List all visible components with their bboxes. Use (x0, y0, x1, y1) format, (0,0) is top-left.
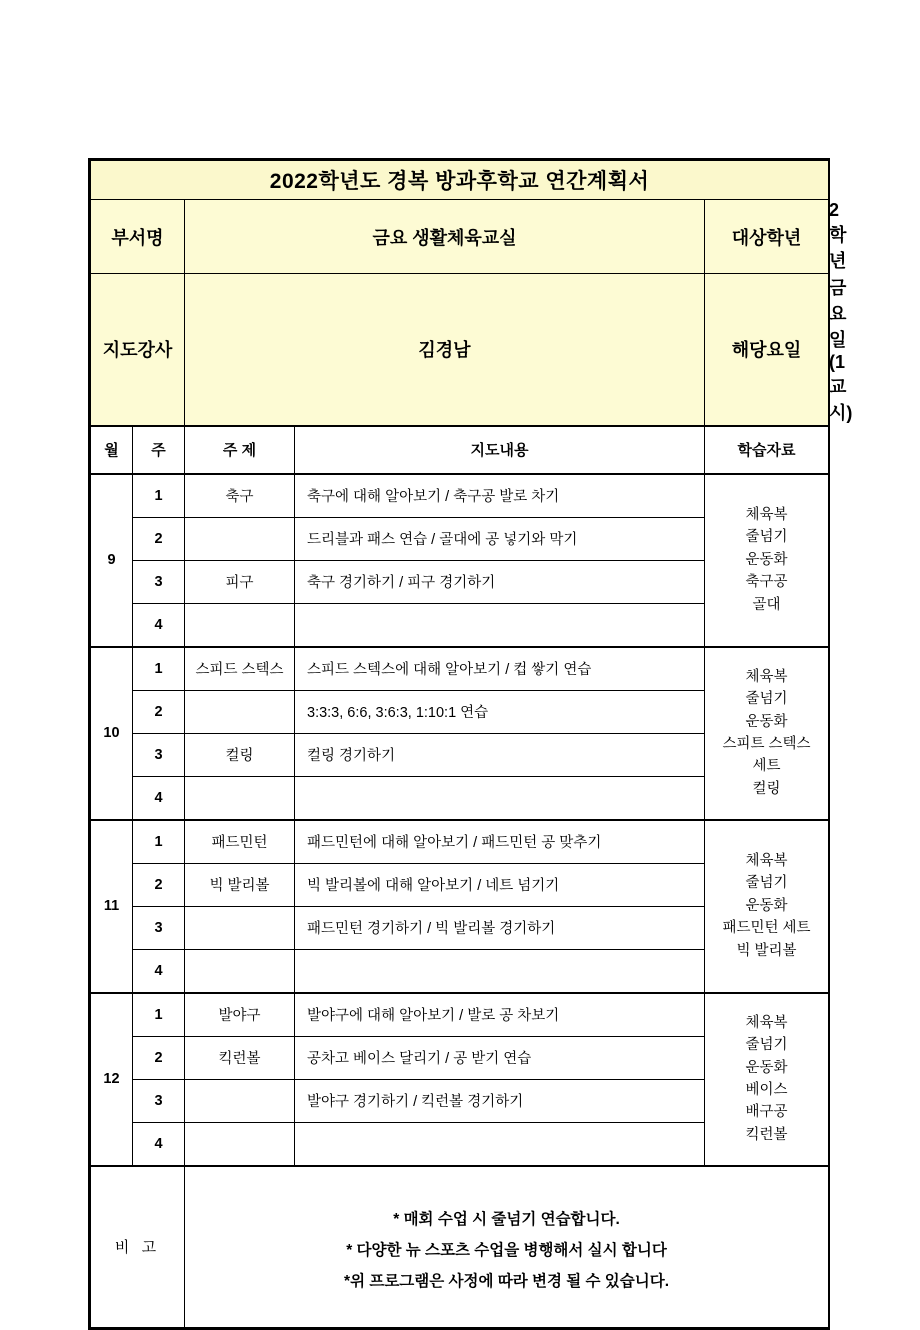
col-header-material: 학습자료 (705, 426, 829, 474)
content-cell: 축구에 대해 알아보기 / 축구공 발로 차기 (295, 474, 705, 518)
content-cell (295, 603, 705, 647)
material-line: 운동화 (745, 1059, 788, 1076)
col-header-topic: 주 제 (185, 426, 295, 474)
week-cell: 1 (133, 820, 185, 864)
week-cell: 4 (133, 603, 185, 647)
week-cell: 3 (133, 906, 185, 949)
topic-cell: 패드민턴 (185, 820, 295, 864)
plan-table (90, 160, 853, 1328)
material-line: 빅 발리볼 (736, 942, 797, 959)
material-line: 운동화 (745, 551, 788, 568)
content-cell: 공차고 베이스 달리기 / 공 받기 연습 (295, 1036, 705, 1079)
content-cell: 발야구에 대해 알아보기 / 발로 공 차보기 (295, 993, 705, 1037)
material-line: 운동화 (745, 897, 788, 914)
content-cell (295, 776, 705, 820)
week-cell: 3 (133, 560, 185, 603)
material-line: 체육복 (745, 1014, 788, 1031)
material-cell (705, 993, 829, 1166)
content-cell (295, 1122, 705, 1166)
material-line: 배구공 (745, 1104, 788, 1121)
topic-cell: 발야구 (185, 993, 295, 1037)
week-cell: 4 (133, 1122, 185, 1166)
topic-cell (185, 949, 295, 993)
day-label: 해당요일 (705, 274, 829, 426)
week-cell: 3 (133, 1079, 185, 1122)
material-cell (705, 647, 829, 820)
info-row-1: 부서명 금요 생활체육교실 대상학년 2 학년 (91, 200, 829, 274)
notes-line: * 다양한 뉴 스포츠 수업을 병행해서 실시 합니다 (346, 1242, 667, 1259)
content-cell: 발야구 경기하기 / 킥런볼 경기하기 (295, 1079, 705, 1122)
material-line: 축구공 (745, 574, 788, 591)
content-cell: 3:3:3, 6:6, 3:6:3, 1:10:1 연습 (295, 690, 705, 733)
topic-cell: 축구 (185, 474, 295, 518)
topic-cell (185, 517, 295, 560)
topic-cell: 스피드 스텍스 (185, 647, 295, 691)
content-cell: 패드민턴 경기하기 / 빅 발리볼 경기하기 (295, 906, 705, 949)
material-line: 줄넘기 (745, 875, 788, 892)
col-header-content: 지도내용 (295, 426, 705, 474)
material-line: 패드민턴 세트 (722, 920, 811, 937)
notes-body (185, 1166, 829, 1328)
week-cell: 2 (133, 517, 185, 560)
table-row (91, 993, 829, 1037)
topic-cell: 킥런볼 (185, 1036, 295, 1079)
material-line: 킥런볼 (745, 1126, 788, 1143)
week-cell: 4 (133, 776, 185, 820)
topic-cell (185, 1079, 295, 1122)
table-row (91, 647, 829, 691)
material-line: 줄넘기 (745, 691, 788, 708)
month-cell: 9 (91, 474, 133, 647)
topic-cell (185, 906, 295, 949)
material-line: 컬링 (752, 780, 781, 797)
topic-cell: 빅 발리볼 (185, 863, 295, 906)
content-cell: 빅 발리볼에 대해 알아보기 / 네트 넘기기 (295, 863, 705, 906)
material-line: 체육복 (745, 668, 788, 685)
material-line: 줄넘기 (745, 1037, 788, 1054)
month-cell: 12 (91, 993, 133, 1166)
content-cell: 패드민턴에 대해 알아보기 / 패드민턴 공 맞추기 (295, 820, 705, 864)
table-row (91, 474, 829, 518)
month-cell: 11 (91, 820, 133, 993)
schedule-body (91, 474, 829, 1166)
week-cell: 1 (133, 647, 185, 691)
col-header-month: 월 (91, 426, 133, 474)
material-line: 운동화 (745, 713, 788, 730)
week-cell: 1 (133, 993, 185, 1037)
topic-cell (185, 690, 295, 733)
material-cell (705, 820, 829, 993)
teacher-value: 김경남 (185, 274, 705, 426)
week-cell: 4 (133, 949, 185, 993)
material-line: 세트 (752, 758, 781, 775)
dept-label: 부서명 (91, 200, 185, 274)
material-line: 체육복 (745, 506, 788, 523)
content-cell: 드리블과 패스 연습 / 골대에 공 넣기와 막기 (295, 517, 705, 560)
info-row-2: 지도강사 김경남 해당요일 금요일 (1교시) (91, 274, 829, 426)
title-row (91, 161, 829, 200)
topic-cell (185, 776, 295, 820)
notes-line: *위 프로그램은 사정에 따라 변경 될 수 있습니다. (344, 1273, 670, 1290)
topic-cell: 컬링 (185, 733, 295, 776)
col-header-week: 주 (133, 426, 185, 474)
page-title: 2022학년도 경복 방과후학교 연간계획서 (91, 161, 829, 200)
week-cell: 3 (133, 733, 185, 776)
week-cell: 1 (133, 474, 185, 518)
dept-value: 금요 생활체육교실 (185, 200, 705, 274)
week-cell: 2 (133, 690, 185, 733)
material-line: 체육복 (745, 852, 788, 869)
column-header-row (91, 426, 829, 474)
notes-row (91, 1166, 829, 1328)
material-line: 스피트 스텍스 (722, 736, 811, 752)
notes-line: * 매회 수업 시 줄넘기 연습합니다. (393, 1211, 620, 1228)
teacher-label: 지도강사 (91, 274, 185, 426)
topic-cell: 피구 (185, 560, 295, 603)
week-cell: 2 (133, 863, 185, 906)
material-line: 골대 (752, 596, 781, 613)
content-cell: 축구 경기하기 / 피구 경기하기 (295, 560, 705, 603)
content-cell (295, 949, 705, 993)
content-cell: 스피드 스텍스에 대해 알아보기 / 컵 쌓기 연습 (295, 647, 705, 691)
content-cell: 컬링 경기하기 (295, 733, 705, 776)
month-cell: 10 (91, 647, 133, 820)
grade-label: 대상학년 (705, 200, 829, 274)
material-line: 베이스 (745, 1082, 788, 1098)
table-row (91, 820, 829, 864)
topic-cell (185, 1122, 295, 1166)
material-cell (705, 474, 829, 647)
notes-label: 비 고 (91, 1166, 185, 1328)
material-line: 줄넘기 (745, 529, 788, 546)
week-cell: 2 (133, 1036, 185, 1079)
topic-cell (185, 603, 295, 647)
annual-plan-table (88, 158, 853, 1330)
